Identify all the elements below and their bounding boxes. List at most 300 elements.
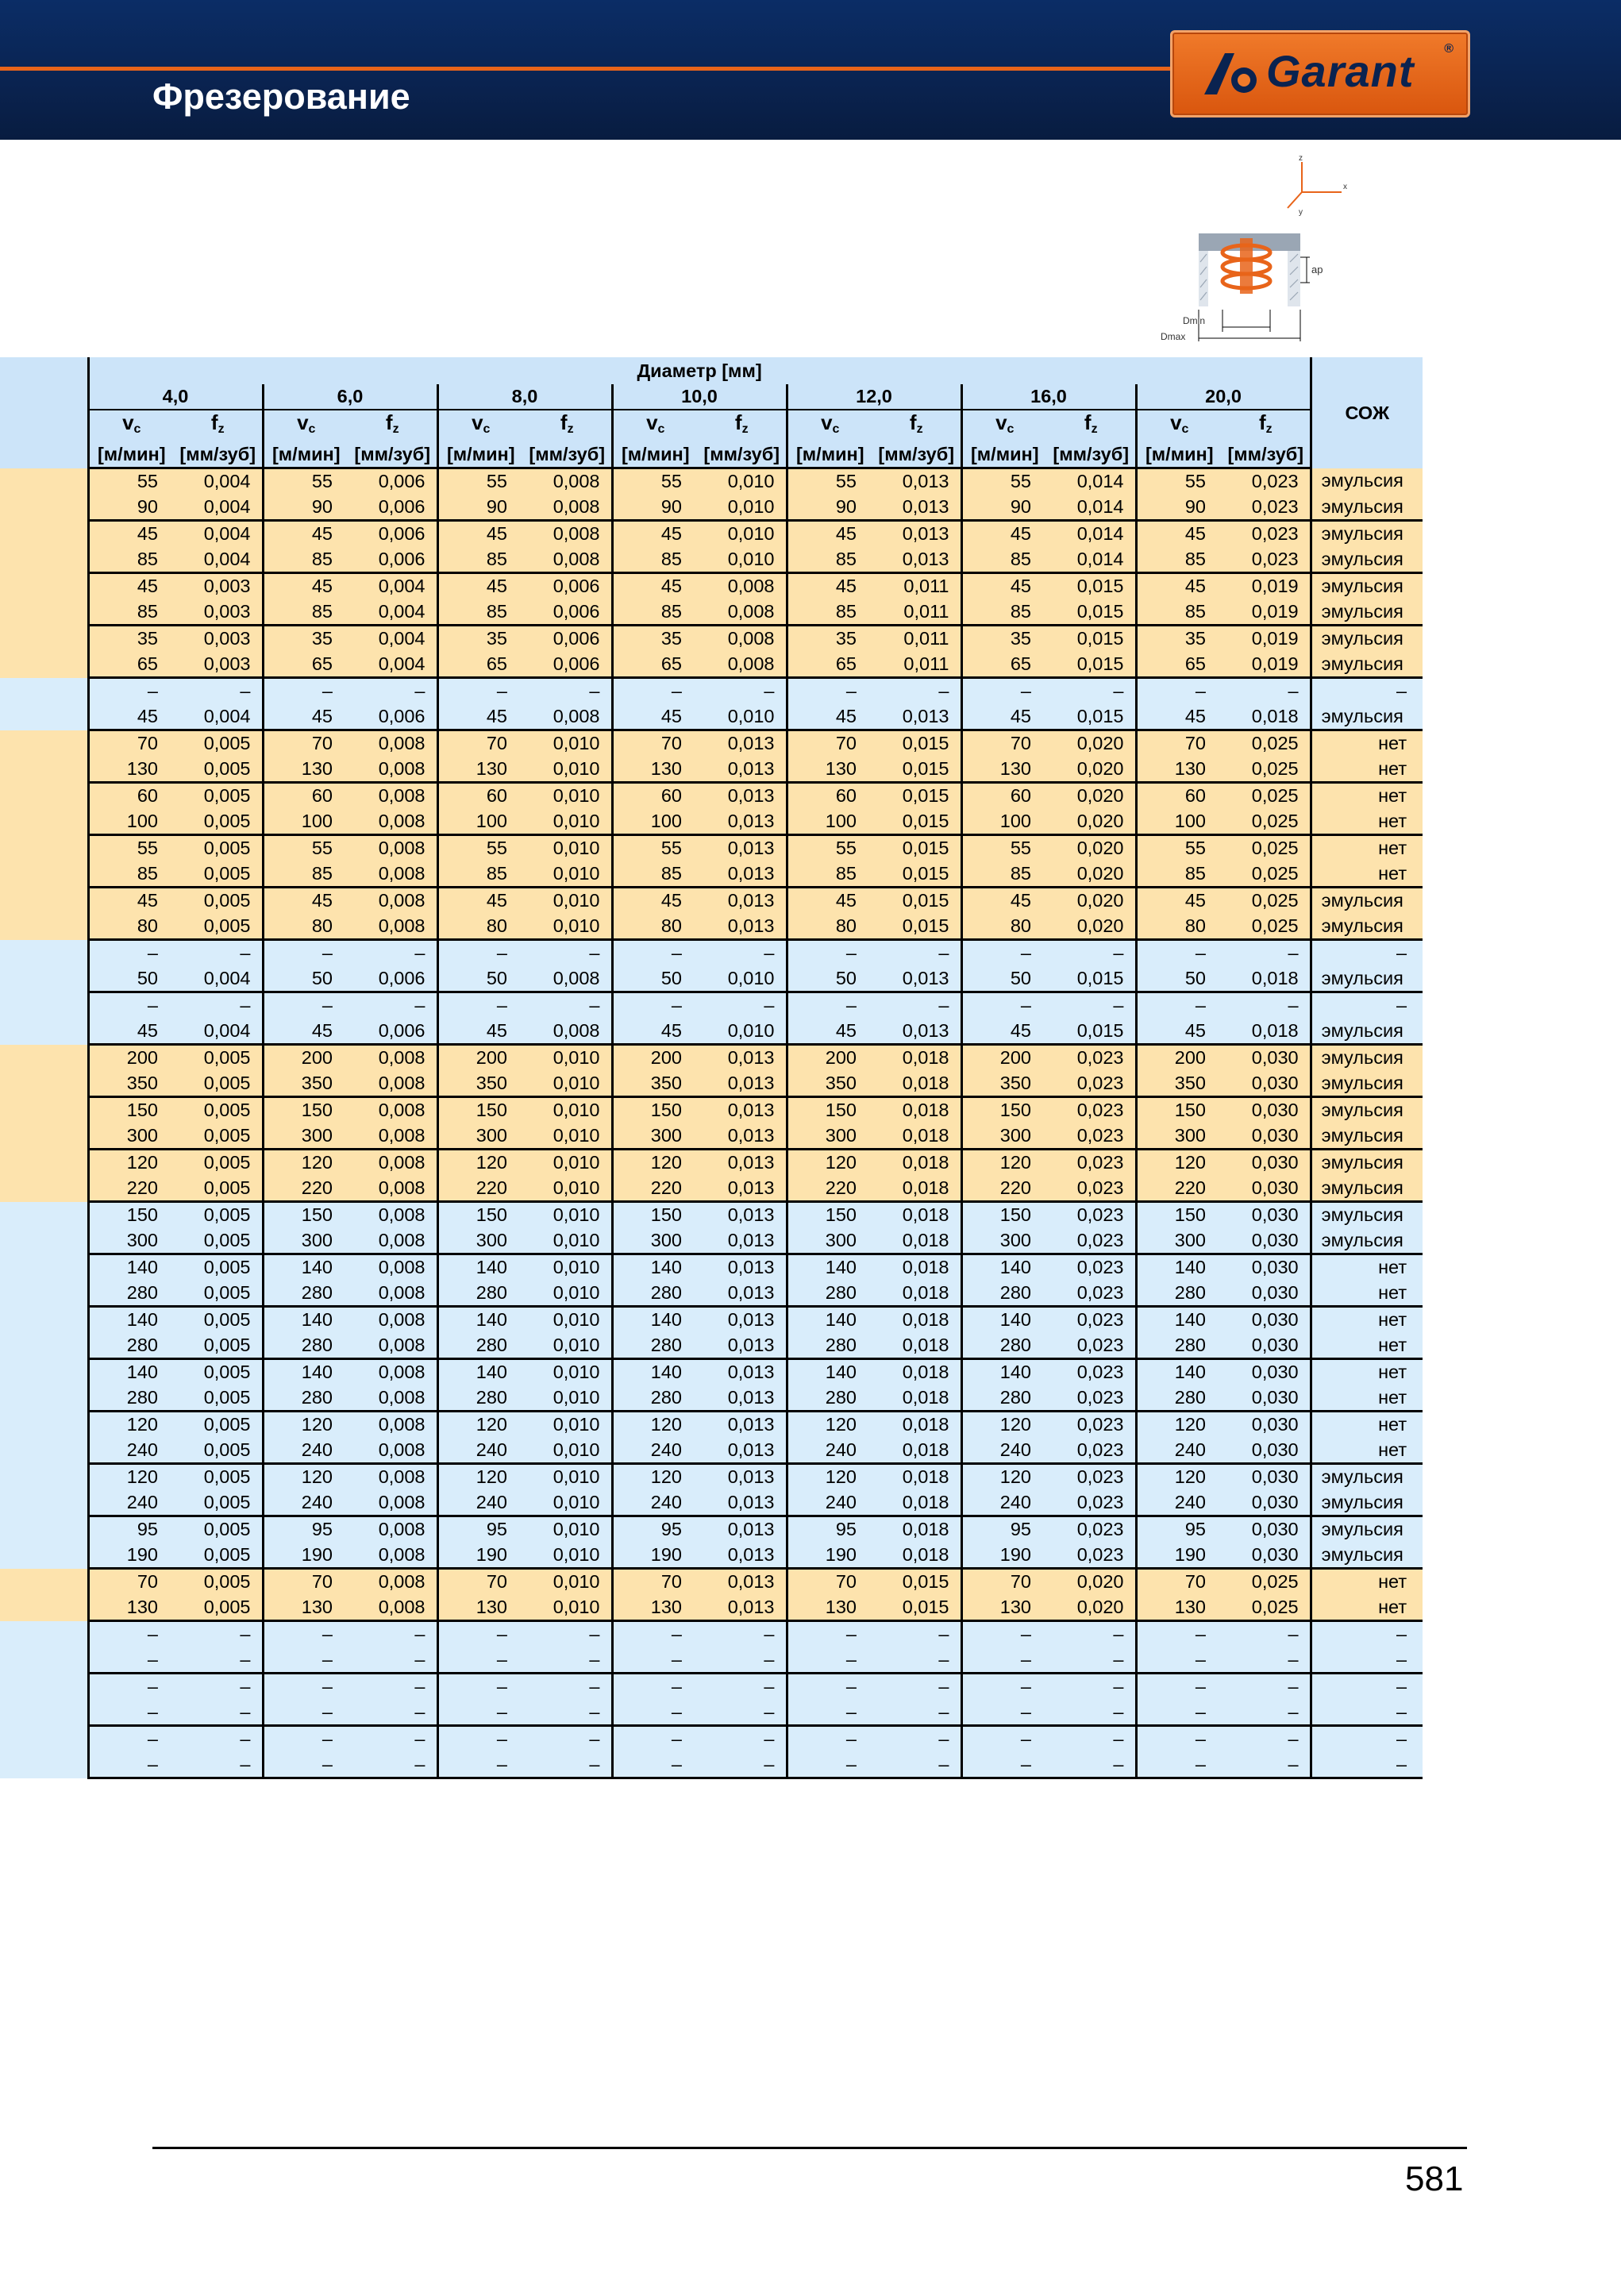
vc-cell: 240 — [88, 1438, 174, 1464]
fz-cell: 0,015 — [1047, 599, 1136, 626]
fz-cell: 0,006 — [348, 547, 437, 573]
table-row — [0, 1359, 1423, 1385]
row-label-cell — [0, 1621, 88, 1647]
fz-cell: 0,023 — [1047, 1412, 1136, 1438]
table-row — [0, 1071, 1423, 1097]
vc-cell: 140 — [1136, 1359, 1222, 1385]
fz-cell: 0,023 — [1047, 1202, 1136, 1228]
fz-cell: 0,006 — [348, 704, 437, 730]
table-row — [0, 914, 1423, 940]
fz-cell: 0,018 — [1222, 966, 1311, 992]
fz-cell: 0,030 — [1222, 1412, 1311, 1438]
fz-cell: – — [174, 678, 263, 704]
fz-cell: 0,019 — [1222, 652, 1311, 678]
vc-cell: 80 — [612, 914, 698, 940]
table-row — [0, 1176, 1423, 1202]
fz-cell: 0,008 — [348, 1385, 437, 1412]
vc-cell: – — [612, 1700, 698, 1726]
vc-cell: 220 — [263, 1176, 348, 1202]
vc-cell: 120 — [1136, 1150, 1222, 1176]
fz-cell: 0,008 — [523, 966, 612, 992]
table-row — [0, 1254, 1423, 1281]
row-label-cell — [0, 992, 88, 1019]
coolant-cell: нет — [1311, 783, 1423, 809]
vc-cell: 45 — [263, 573, 348, 599]
vc-cell: 45 — [437, 1019, 523, 1045]
table-row — [0, 835, 1423, 861]
fz-cell: – — [348, 1621, 437, 1647]
diameter-title: Диаметр [мм] — [88, 357, 1311, 384]
fz-cell: 0,023 — [1222, 547, 1311, 573]
fz-cell: – — [698, 1621, 787, 1647]
fz-cell: 0,005 — [174, 1543, 263, 1569]
vc-cell: 120 — [961, 1150, 1047, 1176]
vc-cell: 45 — [88, 1019, 174, 1045]
table-row — [0, 1595, 1423, 1621]
vc-cell: 55 — [263, 468, 348, 495]
vc-cell: 240 — [612, 1490, 698, 1516]
vc-cell: – — [1136, 1674, 1222, 1700]
vc-cell: 80 — [437, 914, 523, 940]
vc-cell: 55 — [787, 835, 872, 861]
vc-cell: – — [88, 1700, 174, 1726]
vc-cell: 65 — [1136, 652, 1222, 678]
vc-cell: – — [263, 1700, 348, 1726]
vc-cell: 120 — [961, 1464, 1047, 1490]
vc-cell: 190 — [437, 1543, 523, 1569]
fz-cell: – — [872, 1752, 961, 1778]
vc-header — [961, 410, 1047, 442]
fz-cell: 0,013 — [872, 468, 961, 495]
vc-header — [88, 410, 174, 442]
vc-cell: 190 — [961, 1543, 1047, 1569]
fz-cell: 0,030 — [1222, 1254, 1311, 1281]
fz-cell: 0,018 — [872, 1412, 961, 1438]
vc-cell: 130 — [612, 1595, 698, 1621]
coolant-cell: эмульсия — [1311, 1123, 1423, 1150]
vc-cell: 70 — [1136, 730, 1222, 757]
fz-subscript: z — [1265, 422, 1273, 436]
fz-header — [1222, 410, 1311, 442]
fz-symbol: f — [210, 410, 218, 434]
fz-cell: 0,008 — [523, 468, 612, 495]
fz-cell: 0,025 — [1222, 914, 1311, 940]
fz-cell: 0,013 — [698, 809, 787, 835]
vc-cell: – — [437, 1752, 523, 1778]
vc-cell: – — [612, 940, 698, 966]
fz-cell: 0,011 — [872, 626, 961, 652]
coolant-cell: – — [1311, 1647, 1423, 1674]
table-row — [0, 573, 1423, 599]
registered-mark: ® — [1444, 42, 1454, 56]
vc-cell: 220 — [1136, 1176, 1222, 1202]
fz-cell: 0,005 — [174, 1464, 263, 1490]
vc-cell: 150 — [437, 1097, 523, 1123]
fz-cell: 0,030 — [1222, 1438, 1311, 1464]
vc-cell: 60 — [787, 783, 872, 809]
vc-symbol: v — [821, 410, 833, 434]
fz-cell: 0,004 — [348, 652, 437, 678]
fz-cell: 0,013 — [698, 1385, 787, 1412]
fz-cell: 0,030 — [1222, 1333, 1311, 1359]
fz-cell: – — [1047, 1752, 1136, 1778]
vc-subscript: c — [1007, 422, 1015, 436]
fz-cell: 0,018 — [872, 1281, 961, 1307]
vc-cell: 280 — [1136, 1281, 1222, 1307]
vc-cell: 140 — [961, 1359, 1047, 1385]
fz-cell: 0,025 — [1222, 730, 1311, 757]
vc-cell: 280 — [787, 1281, 872, 1307]
row-label-cell — [0, 1726, 88, 1752]
vc-cell: 85 — [787, 547, 872, 573]
vc-cell: 140 — [612, 1307, 698, 1333]
vc-cell: 190 — [263, 1543, 348, 1569]
fz-subscript: z — [916, 422, 923, 436]
vc-cell: 45 — [787, 1019, 872, 1045]
fz-cell: 0,023 — [1047, 1176, 1136, 1202]
table-row — [0, 1700, 1423, 1726]
vc-cell: 85 — [1136, 599, 1222, 626]
fz-cell: 0,005 — [174, 757, 263, 783]
fz-header — [348, 410, 437, 442]
vc-cell: – — [263, 1647, 348, 1674]
page-header — [0, 0, 1621, 140]
table-row — [0, 1333, 1423, 1359]
vc-cell: 45 — [88, 521, 174, 547]
fz-cell: 0,013 — [698, 1202, 787, 1228]
vc-cell: 240 — [961, 1490, 1047, 1516]
vc-cell: 280 — [612, 1385, 698, 1412]
vc-cell: 190 — [88, 1543, 174, 1569]
fz-cell: 0,015 — [872, 783, 961, 809]
fz-cell: – — [1047, 1674, 1136, 1700]
coolant-cell: эмульсия — [1311, 1490, 1423, 1516]
vc-cell: 130 — [437, 757, 523, 783]
fz-cell: 0,008 — [523, 495, 612, 521]
fz-cell: 0,020 — [1047, 861, 1136, 888]
fz-cell: 0,018 — [872, 1150, 961, 1176]
vc-cell: – — [787, 940, 872, 966]
vc-subscript: c — [1181, 422, 1189, 436]
fz-cell: 0,020 — [1047, 809, 1136, 835]
fz-cell: 0,030 — [1222, 1202, 1311, 1228]
coolant-header: СОЖ — [1311, 357, 1423, 468]
vc-cell: 220 — [787, 1176, 872, 1202]
vc-cell: 140 — [263, 1254, 348, 1281]
fz-unit: [мм/зуб] — [174, 442, 263, 468]
fz-cell: 0,003 — [174, 599, 263, 626]
vc-cell: 35 — [437, 626, 523, 652]
fz-cell: 0,005 — [174, 1359, 263, 1385]
fz-cell: – — [348, 1674, 437, 1700]
vc-cell: 280 — [263, 1333, 348, 1359]
vc-cell: 35 — [88, 626, 174, 652]
fz-cell: 0,020 — [1047, 1569, 1136, 1595]
vc-unit: [м/мин] — [612, 442, 698, 468]
fz-cell: 0,005 — [174, 1516, 263, 1543]
fz-subscript: z — [392, 422, 399, 436]
vc-cell: 60 — [88, 783, 174, 809]
vc-cell: – — [263, 992, 348, 1019]
vc-cell: 150 — [263, 1202, 348, 1228]
fz-cell: 0,018 — [872, 1385, 961, 1412]
vc-cell: 240 — [1136, 1438, 1222, 1464]
header-accent-line — [0, 67, 1175, 71]
vc-cell: 120 — [263, 1150, 348, 1176]
vc-cell: 200 — [1136, 1045, 1222, 1071]
vc-cell: – — [961, 992, 1047, 1019]
vc-cell: 300 — [612, 1123, 698, 1150]
fz-cell: 0,010 — [523, 1097, 612, 1123]
vc-cell: 120 — [437, 1412, 523, 1438]
fz-cell: 0,030 — [1222, 1176, 1311, 1202]
fz-cell: – — [348, 992, 437, 1019]
fz-cell: 0,020 — [1047, 914, 1136, 940]
coolant-cell: – — [1311, 1752, 1423, 1778]
fz-cell: – — [1222, 1726, 1311, 1752]
vc-cell: 45 — [88, 704, 174, 730]
fz-cell: 0,023 — [1047, 1543, 1136, 1569]
fz-cell: 0,018 — [872, 1516, 961, 1543]
table-row — [0, 495, 1423, 521]
vc-cell: 350 — [263, 1071, 348, 1097]
vc-cell: 140 — [437, 1307, 523, 1333]
vc-cell: 85 — [263, 861, 348, 888]
vc-cell: 50 — [612, 966, 698, 992]
fz-cell: 0,010 — [523, 1490, 612, 1516]
garant-logo-text: Garant — [1266, 46, 1415, 96]
vc-cell: 55 — [437, 468, 523, 495]
fz-cell: – — [1222, 1621, 1311, 1647]
diameter-header: 6,0 — [263, 384, 437, 410]
table-row — [0, 1019, 1423, 1045]
fz-cell: 0,013 — [872, 704, 961, 730]
vc-cell: 130 — [961, 757, 1047, 783]
row-label-cell — [0, 1045, 88, 1071]
row-label-cell — [0, 835, 88, 861]
vc-cell: 240 — [437, 1490, 523, 1516]
vc-cell: 280 — [1136, 1333, 1222, 1359]
vc-cell: 50 — [787, 966, 872, 992]
vc-cell: 240 — [263, 1490, 348, 1516]
vc-cell: – — [437, 1674, 523, 1700]
vc-cell: – — [88, 992, 174, 1019]
coolant-cell: нет — [1311, 1333, 1423, 1359]
fz-cell: 0,018 — [872, 1045, 961, 1071]
fz-cell: 0,005 — [174, 888, 263, 914]
fz-cell: 0,003 — [174, 573, 263, 599]
fz-cell: 0,019 — [1222, 599, 1311, 626]
vc-cell: 65 — [437, 652, 523, 678]
fz-cell: 0,008 — [348, 1202, 437, 1228]
vc-cell: 280 — [612, 1281, 698, 1307]
fz-cell: 0,008 — [348, 1071, 437, 1097]
fz-cell: 0,005 — [174, 1438, 263, 1464]
fz-cell: 0,005 — [174, 835, 263, 861]
coolant-cell: эмульсия — [1311, 1045, 1423, 1071]
vc-cell: – — [961, 1674, 1047, 1700]
coolant-cell: эмульсия — [1311, 1071, 1423, 1097]
vc-cell: 70 — [437, 730, 523, 757]
vc-cell: 300 — [437, 1123, 523, 1150]
vc-cell: 85 — [787, 861, 872, 888]
fz-cell: 0,015 — [872, 861, 961, 888]
page-title: Фрезерование — [152, 76, 410, 117]
vc-cell: 120 — [961, 1412, 1047, 1438]
fz-symbol: f — [734, 410, 742, 434]
fz-cell: 0,013 — [698, 1359, 787, 1385]
fz-cell: 0,013 — [698, 1333, 787, 1359]
fz-cell: 0,018 — [1222, 1019, 1311, 1045]
vc-cell: 90 — [961, 495, 1047, 521]
vc-cell: – — [787, 1621, 872, 1647]
fz-cell: – — [872, 1674, 961, 1700]
fz-cell: 0,005 — [174, 1254, 263, 1281]
vc-cell: 220 — [612, 1176, 698, 1202]
row-label-cell — [0, 1674, 88, 1700]
coolant-cell: эмульсия — [1311, 521, 1423, 547]
vc-cell: 120 — [88, 1150, 174, 1176]
fz-cell: 0,008 — [348, 1150, 437, 1176]
fz-cell: 0,018 — [872, 1333, 961, 1359]
fz-cell: 0,008 — [348, 1412, 437, 1438]
fz-cell: – — [1047, 678, 1136, 704]
dmax-label: Dmax — [1161, 331, 1186, 342]
fz-cell: 0,030 — [1222, 1071, 1311, 1097]
fz-cell: 0,013 — [698, 888, 787, 914]
fz-cell: 0,030 — [1222, 1045, 1311, 1071]
table-row — [0, 992, 1423, 1019]
vc-cell: 280 — [437, 1333, 523, 1359]
fz-cell: 0,010 — [523, 1123, 612, 1150]
vc-cell: 200 — [437, 1045, 523, 1071]
fz-cell: 0,015 — [1047, 626, 1136, 652]
fz-cell: 0,005 — [174, 1333, 263, 1359]
coolant-cell: эмульсия — [1311, 495, 1423, 521]
fz-unit: [мм/зуб] — [348, 442, 437, 468]
table-row — [0, 1621, 1423, 1647]
fz-cell: 0,010 — [523, 888, 612, 914]
vc-cell: 220 — [437, 1176, 523, 1202]
milling-diagram — [1151, 151, 1357, 349]
row-label-cell — [0, 704, 88, 730]
fz-cell: – — [1047, 1621, 1136, 1647]
vc-cell: 85 — [437, 861, 523, 888]
fz-cell: 0,020 — [1047, 888, 1136, 914]
row-label-cell — [0, 1176, 88, 1202]
vc-cell: 45 — [961, 888, 1047, 914]
table-row — [0, 1647, 1423, 1674]
fz-cell: 0,013 — [698, 1097, 787, 1123]
cutting-data-table-container — [0, 357, 1423, 1779]
row-label-cell — [0, 1490, 88, 1516]
fz-cell: 0,005 — [174, 914, 263, 940]
vc-cell: 240 — [961, 1438, 1047, 1464]
table-row — [0, 1385, 1423, 1412]
fz-header — [523, 410, 612, 442]
vc-cell: 140 — [88, 1307, 174, 1333]
fz-cell: 0,023 — [1047, 1150, 1136, 1176]
table-row — [0, 1726, 1423, 1752]
vc-cell: 45 — [263, 704, 348, 730]
fz-cell: – — [348, 1700, 437, 1726]
coolant-cell: нет — [1311, 1281, 1423, 1307]
vc-cell: 150 — [787, 1097, 872, 1123]
vc-cell: 65 — [961, 652, 1047, 678]
vc-cell: – — [1136, 1726, 1222, 1752]
row-label-cell — [0, 914, 88, 940]
vc-cell: 80 — [263, 914, 348, 940]
vc-cell: 45 — [787, 888, 872, 914]
garant-logo-mark-icon — [1201, 50, 1265, 98]
fz-cell: – — [698, 940, 787, 966]
vc-cell: 130 — [961, 1595, 1047, 1621]
fz-unit: [мм/зуб] — [523, 442, 612, 468]
vc-cell: 300 — [961, 1123, 1047, 1150]
vc-cell: 100 — [961, 809, 1047, 835]
vc-cell: 70 — [263, 730, 348, 757]
vc-cell: – — [961, 1647, 1047, 1674]
row-label-cell — [0, 626, 88, 652]
fz-cell: 0,008 — [348, 1438, 437, 1464]
vc-cell: 130 — [263, 757, 348, 783]
vc-cell: 60 — [437, 783, 523, 809]
vc-cell: 100 — [88, 809, 174, 835]
fz-cell: 0,015 — [872, 888, 961, 914]
vc-cell: 130 — [787, 757, 872, 783]
fz-cell: 0,018 — [872, 1097, 961, 1123]
table-row — [0, 1281, 1423, 1307]
fz-cell: 0,023 — [1222, 495, 1311, 521]
fz-cell: 0,010 — [523, 1543, 612, 1569]
vc-cell: 200 — [263, 1045, 348, 1071]
vc-cell: – — [612, 1621, 698, 1647]
fz-cell: 0,015 — [1047, 966, 1136, 992]
fz-cell: 0,023 — [1047, 1228, 1136, 1254]
fz-cell: – — [698, 1647, 787, 1674]
fz-cell: 0,019 — [1222, 626, 1311, 652]
fz-cell: 0,005 — [174, 861, 263, 888]
fz-cell: 0,008 — [348, 914, 437, 940]
fz-cell: – — [1047, 1726, 1136, 1752]
row-label-cell — [0, 1254, 88, 1281]
table-row — [0, 757, 1423, 783]
fz-header — [174, 410, 263, 442]
coolant-cell: эмульсия — [1311, 1543, 1423, 1569]
fz-cell: 0,008 — [698, 573, 787, 599]
vc-cell: – — [612, 1752, 698, 1778]
fz-cell: 0,018 — [872, 1254, 961, 1281]
row-label-cell — [0, 521, 88, 547]
table-row — [0, 1045, 1423, 1071]
vc-cell: 55 — [1136, 835, 1222, 861]
vc-cell: 130 — [437, 1595, 523, 1621]
vc-cell: 85 — [263, 547, 348, 573]
coolant-cell: эмульсия — [1311, 547, 1423, 573]
table-row — [0, 1412, 1423, 1438]
vc-cell: 140 — [961, 1307, 1047, 1333]
fz-cell: 0,011 — [872, 652, 961, 678]
vc-cell: 70 — [961, 1569, 1047, 1595]
vc-cell: – — [88, 1726, 174, 1752]
coolant-cell: эмульсия — [1311, 1150, 1423, 1176]
fz-cell: 0,030 — [1222, 1490, 1311, 1516]
fz-cell: 0,010 — [523, 835, 612, 861]
fz-cell: 0,005 — [174, 1150, 263, 1176]
fz-cell: 0,005 — [174, 783, 263, 809]
fz-cell: 0,005 — [174, 1228, 263, 1254]
coolant-cell: нет — [1311, 809, 1423, 835]
